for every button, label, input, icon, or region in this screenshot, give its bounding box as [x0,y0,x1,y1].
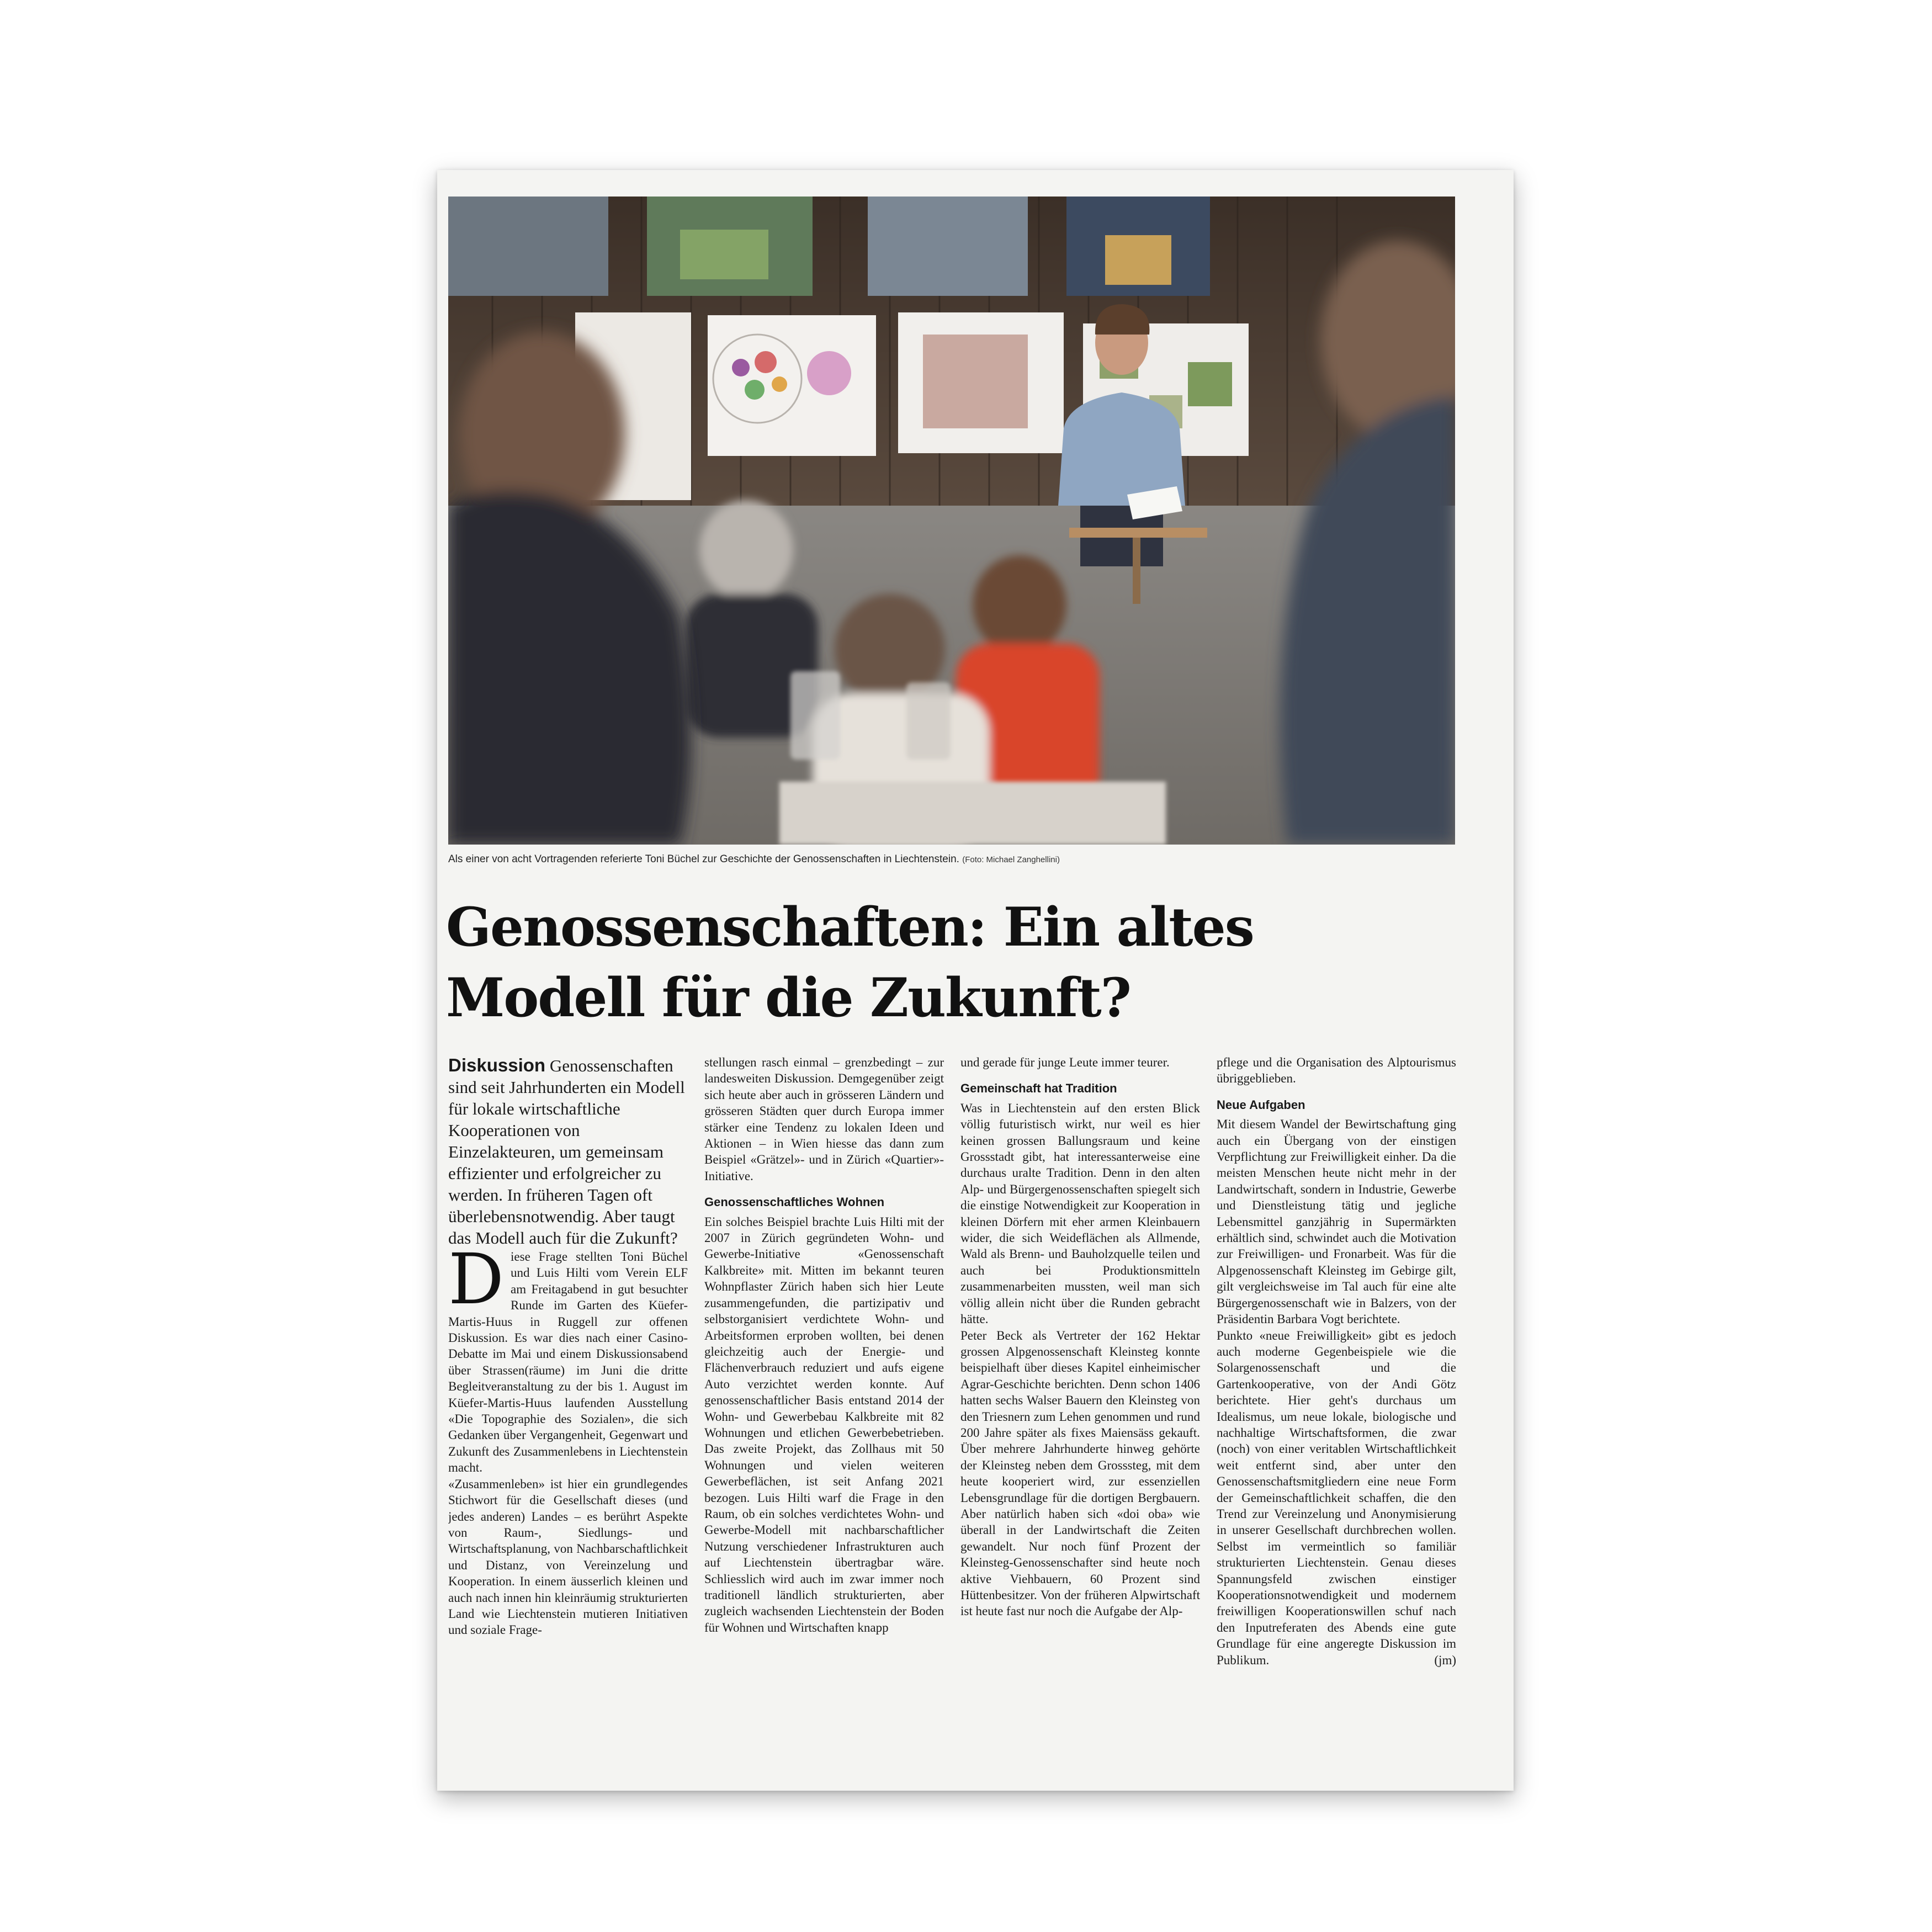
paragraph-1 [448,1239,688,1476]
headline-line-1: Genossenschaften: Ein altes [446,896,1254,958]
paragraph-7: Peter Beck als Vertreter der 162 Hektar grossen Alpgenossenschaft Kleinsteg konnte beispielhaft über dieses Kapitel einheimischer Agrar-Geschichte berichten. Denn schon 1406 hatten sechs Walser Bauern den Kleinsteg von den Triesnern zum Lehen genommen und rund 200 Jahre später als fixes Maiensäss gekauft. Über mehrere Jahrhunderte hinweg gehörte der Kleinsteg neben dem Grosssteg, mit dem heute kooperiert wird, zur essenziellen Lebensgrundlage für die dortigen Bergbauern. Aber natürlich haben sich «doi oba» wie überall in der Landwirtschaft die Zeiten gewandelt. Nur noch fünf Prozent der Kleinsteg-Genossenschafter sind heute noch aktive Viehbauern, 60 Prozent sind Hüttenbesitzer. Von der früheren Alpwirtschaft ist heute fast nur noch die Aufgabe der Alp- [960,1328,1200,1618]
lead-text: Genossenschaften sind seit Jahrhunderten ein Modell für lokale wirtschaftliche Kooperationen von Einzelakteuren, um gemeinsam effizienter und erfolgreicher zu werden. In früheren Tagen oft überlebensnotwendig. Aber taugt das Modell auch für die Zukunft? [448,1056,685,1248]
paragraph-6: Was in Liechtenstein auf den ersten Blick völlig futuristisch wirkt, nur weil es hier keinen grossen Ballungsraum und keine Grossstadt gibt, hat interessanterweise eine durchaus uralte Tradition. Denn in den alten Alp- und Bürgergenossenschaften spiegelt sich die einstige Notwendigkeit zur Kooperation in kleinen Dörfern mit eher armen Kleinbauern wider, die sich Weideflächen als Allmende, Wald als Brenn- und Bauholzquelle teilen und auch bei Produktionsmitteln zusammenarbeiten mussten, weil man sich völlig allein nicht über die Runden gebracht hätte. [960,1101,1200,1326]
drop-cap: D [448,1239,505,1320]
subheading-1: Genossenschaftliches Wohnen [704,1195,885,1209]
paragraph-10 [1217,1328,1456,1669]
paragraph-4: Ein solches Beispiel brachte Luis Hilti mit der 2007 in Zürich gegründeten Wohn- und Gewerbe-Initiative «Genossenschaft Kalkbreite» mit. Mitten im bekannt teuren Wohnpflaster Zürich haben sich hier Leute zusammengefunden, die partizipativ und selbstorganisiert verdichtete Wohn- und Arbeitsformen erproben wollten, bei denen gleichzeitig auch der Energie- und Flächenverbrauch reduziert und aufs eigene Auto verzichtet werden konnte. Auf genossenschaftlicher Basis entstand 2014 der Wohn- und Gewerbebau Kalkbreite mit 82 Wohnungen und etlichen Gewerbebetrieben. Das zweite Projekt, das Zollhaus mit 50 Wohnungen und vielen weiteren Gewerbeflächen, ist seit Anfang 2021 bezogen. Luis Hilti warf die Frage in den Raum, ob ein solches verdichtetes Wohn- und Gewerbe-Modell mit nachbarschaftlicher Nutzung verschiedener Infrastrukturen auch auf Liechtenstein übertragbar wäre. Schliesslich wird auch im zwar immer noch traditionell ländlich strukturierten, aber zugleich wachsenden Liechtenstein der Boden für Wohnen und Wirtschaften knapp [704,1214,944,1634]
paragraph-10-text: Punkto «neue Freiwilligkeit» gibt es jedoch auch moderne Gegenbeispiele wie die Solargenossenschaft und die Gartenkooperative, von der Andi Götz berichtete. Hier geht's durchaus um Idealismus, um neue lokale, biologische und nachhaltige Wirtschaftsformen, die zwar (noch) von einer veritablen Wirtschaftlichkeit weit entfernt sind, aber unter den Genossenschaftsmitgliedern eine neue Form der Gemeinschaftlichkeit schaffen, die den Trend zur Vereinzelung und Anonymisierung in unserer Gesellschaft durchbrechen wollen. Selbst im vermeintlich so familiär strukturierten Liechtenstein. Genau dieses Spannungsfeld zwischen einstiger Kooperationsnotwendigkeit und modernem freiwilligen Kooperationswillen schuf nach den Inputreferaten des Abends eine gute Grundlage für eine angeregte Diskussion im Publikum. [1217,1328,1456,1667]
author-signature: (jm) [1434,1653,1456,1667]
paragraph-8: pflege und die Organisation des Alptourismus übriggeblieben. [1217,1055,1456,1086]
article-headline [446,892,1456,1033]
lead-kicker: Diskussion [448,1055,546,1075]
paragraph-5: und gerade für junge Leute immer teurer. [960,1055,1170,1069]
paragraph-2: «Zusammenleben» ist hier ein grundlegendes Stichwort für die Gesellschaft dieses (und jedes anderen) Landes – es berührt Aspekte von Raum-, Siedlungs- und Wirtschaftsplanung, von Nachbarschaftlichkeit und Distanz, von Vereinzelung und Kooperation. In einem äusserlich kleinen und auch nach innen hin kleinräumig strukturierten Land wie Liechtenstein mutieren Initiativen und soziale Frage- [448,1477,688,1637]
paragraph-9: Mit diesem Wandel der Bewirtschaftung ging auch ein Übergang von der einstigen Verpflichtung zur Freiwilligkeit einher. Da die meisten Menschen heute nicht mehr in der Landwirtschaft, sondern in Industrie, Gewerbe und Dienstleistung tätig und jegliche Lebensmittel ganzjährig in Supermärkten erhältlich sind, schwindet auch die Motivation zur Freiwilligen- und Fronarbeit. Was für die Alpgenossenschaft Kleinsteg im Gebirge gilt, gilt vergleichsweise im Tal auch für eine alte Bürgergenossenschaft wie in Balzers, von der Präsidentin Barbara Vogt berichtete. [1217,1117,1456,1326]
newspaper-page [437,170,1514,1791]
event-scene-illustration [448,197,1455,845]
article-body [448,1054,1456,1775]
subheading-2: Gemeinschaft hat Tradition [960,1081,1117,1096]
caption-text: Als einer von acht Vortragenden referierte Toni Büchel zur Geschichte der Genossenschaften in Liechtenstein. [448,853,959,865]
paragraph-1-text: iese Frage stellten Toni Büchel und Luis Hilti vom Verein ELF am Freitagabend in gut besuchter Runde im Garten des Küefer-Martis-Huus in Ruggell zur offenen Diskussion. Es war dies nach einer Casino-Debatte im Mai und einem Diskussionsabend über Strassen(räume) im Juni die dritte Begleitveranstaltung zu der bis 1. August im Küefer-Martis-Huus laufenden Ausstellung «Die Topographie des Sozialen», die sich Gedanken über Vergangenheit, Gegenwart und Zukunft des Zusammenlebens in Liechtenstein macht. [448,1250,688,1475]
paragraph-3: stellungen rasch einmal – grenzbedingt – zur landesweiten Diskussion. Demgegenüber zeigt sich heute aber auch in grösseren Ländern und grösseren Städten quer durch Europa immer stärker eine Tendenz zu lokalen Ideen und Aktionen – in Wien hiesse das dann zum Beispiel «Grätzel»- und in Zürich «Quartier»-Initiative. [704,1055,944,1183]
headline-line-2: Modell für die Zukunft? [446,967,1130,1029]
column-4 [1217,1054,1456,1775]
subheading-3: Neue Aufgaben [1217,1097,1305,1112]
column-2 [704,1054,944,1775]
photo-credit: (Foto: Michael Zanghellini) [962,855,1060,864]
column-1 [448,1054,688,1775]
photo-caption [448,853,1455,866]
article-lead [448,1054,688,1249]
article-photo [448,197,1455,845]
column-3 [960,1054,1200,1775]
